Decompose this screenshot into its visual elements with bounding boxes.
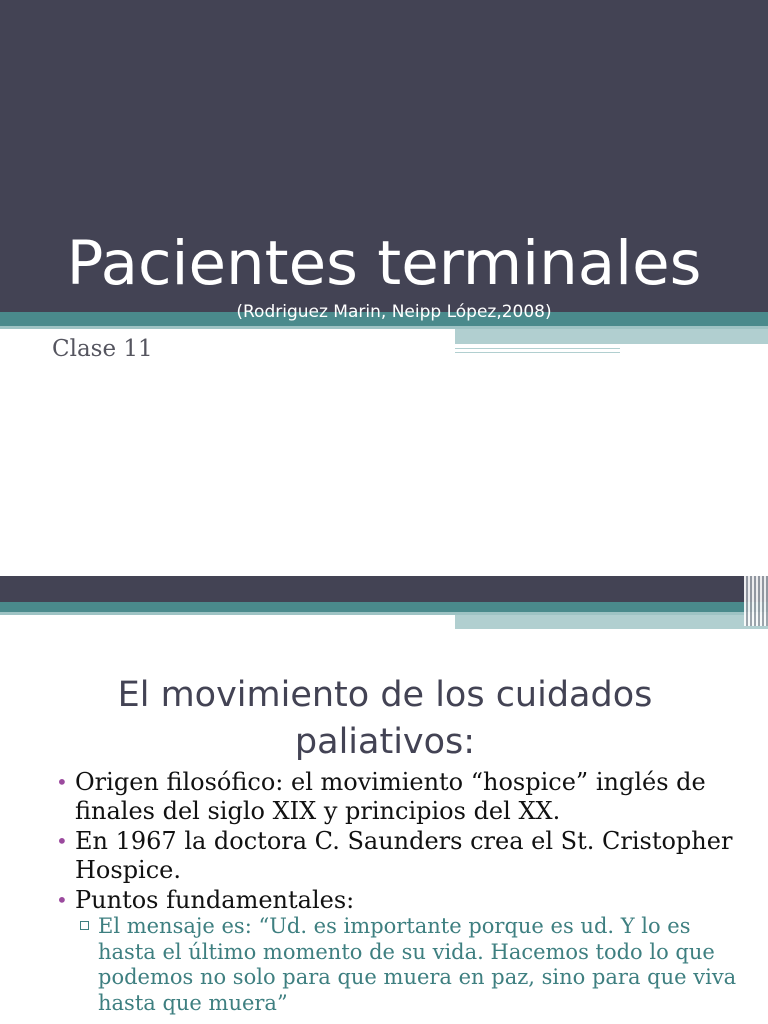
sub-bullet-list — [80, 914, 740, 1016]
decorative-stripes — [744, 576, 768, 626]
list-item — [80, 914, 740, 1016]
bullet-text: Origen filosófico: el movimiento “hospice” inglés de finales del siglo XIX y principios del XX. — [75, 768, 706, 825]
sub-bullet-text: El mensaje es: “Ud. es importante porque es ud. Y lo es hasta el último momento de su vida. Hacemos todo lo que podemos no solo para que muera en paz, sino para que viva hasta que muera” — [98, 914, 737, 1015]
list-item — [56, 827, 736, 885]
header-background — [0, 576, 768, 602]
slide-title: Pacientes terminales — [66, 228, 702, 299]
bullet-icon: • — [56, 888, 68, 912]
bullet-list — [56, 768, 736, 916]
list-item — [56, 886, 736, 915]
slide-title: El movimiento de los cuidados paliativos: — [117, 675, 653, 762]
slide-subtitle: Clase 11 — [52, 336, 153, 362]
bullet-icon: • — [56, 770, 68, 794]
header-band-lower — [455, 615, 768, 629]
divider-line — [455, 348, 620, 349]
content-slide — [0, 576, 768, 1024]
header-band-teal — [0, 602, 768, 612]
slide-reference: (Rodriguez Marin, Neipp López,2008) — [236, 302, 552, 322]
header-band-lower — [455, 329, 768, 344]
list-item — [56, 768, 736, 826]
bullet-text: Puntos fundamentales: — [75, 886, 355, 914]
bullet-text: En 1967 la doctora C. Saunders crea el St. Cristopher Hospice. — [75, 827, 733, 884]
bullet-icon: • — [56, 829, 68, 853]
divider-line — [455, 352, 620, 353]
square-bullet-icon — [80, 921, 89, 930]
